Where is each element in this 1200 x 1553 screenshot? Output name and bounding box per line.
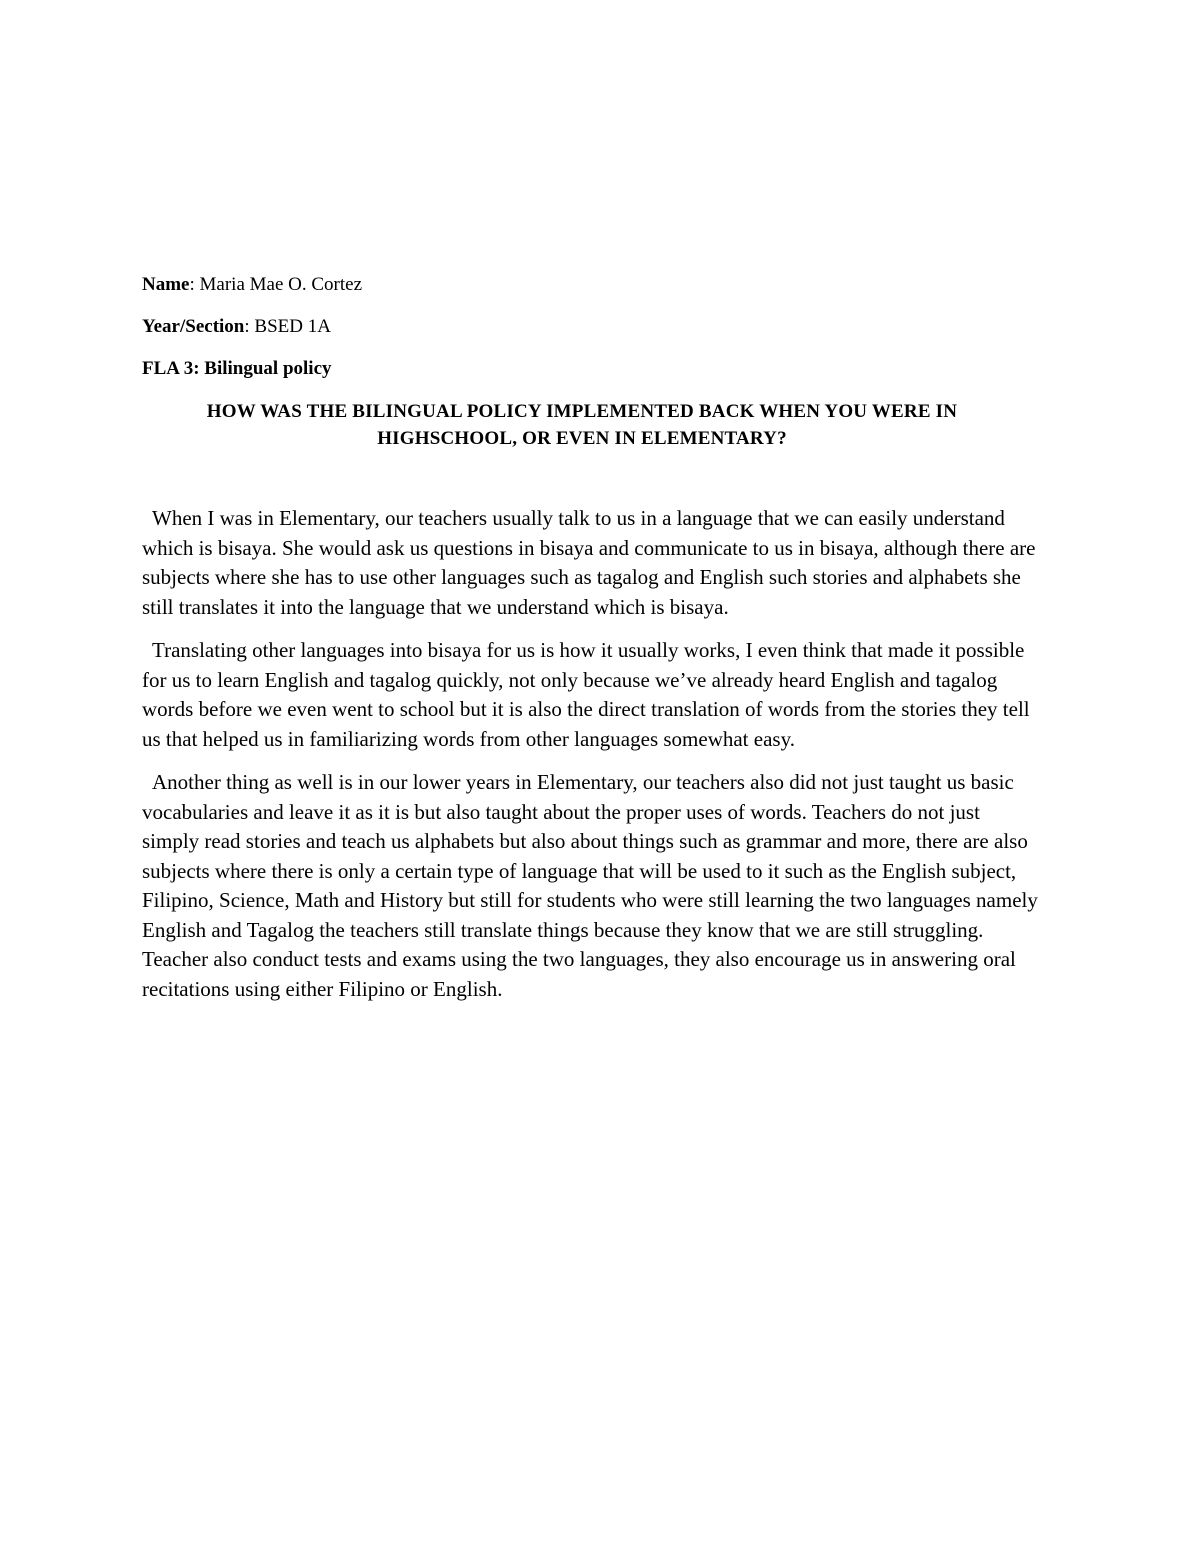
section-line	[142, 314, 1062, 340]
name-label: Name	[142, 274, 190, 295]
body-paragraph-1: When I was in Elementary, our teachers usually talk to us in a language that we can easily understand which is bisaya. She would ask us questions in bisaya and communicate to us in bisaya, although there are subjects where she has to use other languages such as tagalog and English such stories and alphabets she still translates it into the language that we understand which is bisaya.	[142, 506, 1036, 619]
question-heading: HOW WAS THE BILINGUAL POLICY IMPLEMENTED BACK WHEN YOU WERE IN HIGHSCHOOL, OR EVEN IN ELEMENTARY?	[206, 401, 958, 449]
section-value: : BSED 1A	[244, 316, 331, 337]
name-line	[142, 272, 1062, 298]
body-paragraph-3: Another thing as well is in our lower years in Elementary, our teachers also did not just taught us basic vocabularies and leave it as it is but also taught about the proper uses of words. Teachers do not just simply read stories and teach us alphabets but also about things such as grammar and more, there are also subjects where there is only a certain type of language that will be used to it such as the English subject, Filipino, Science, Math and History but still for students who were still learning the two languages namely English and Tagalog the teachers still translate things because they know that we are still struggling. Teacher also conduct tests and exams using the two languages, they also encourage us in answering oral recitations using either Filipino or English.	[142, 770, 1038, 1001]
name-value: : Maria Mae O. Cortez	[189, 274, 363, 295]
section-label: Year/Section	[142, 316, 245, 337]
activity-title-line	[142, 356, 1062, 382]
document-content	[142, 272, 1062, 1018]
body-paragraph-2: Translating other languages into bisaya for us is how it usually works, I even think that made it possible for us to learn English and tagalog quickly, not only because we’ve already heard English and tagalog words before we even went to school but it is also the direct translation of words from the stories they tell us that helped us in familiarizing words from other languages somewhat easy.	[142, 638, 1030, 751]
activity-title: FLA 3: Bilingual policy	[142, 358, 332, 379]
